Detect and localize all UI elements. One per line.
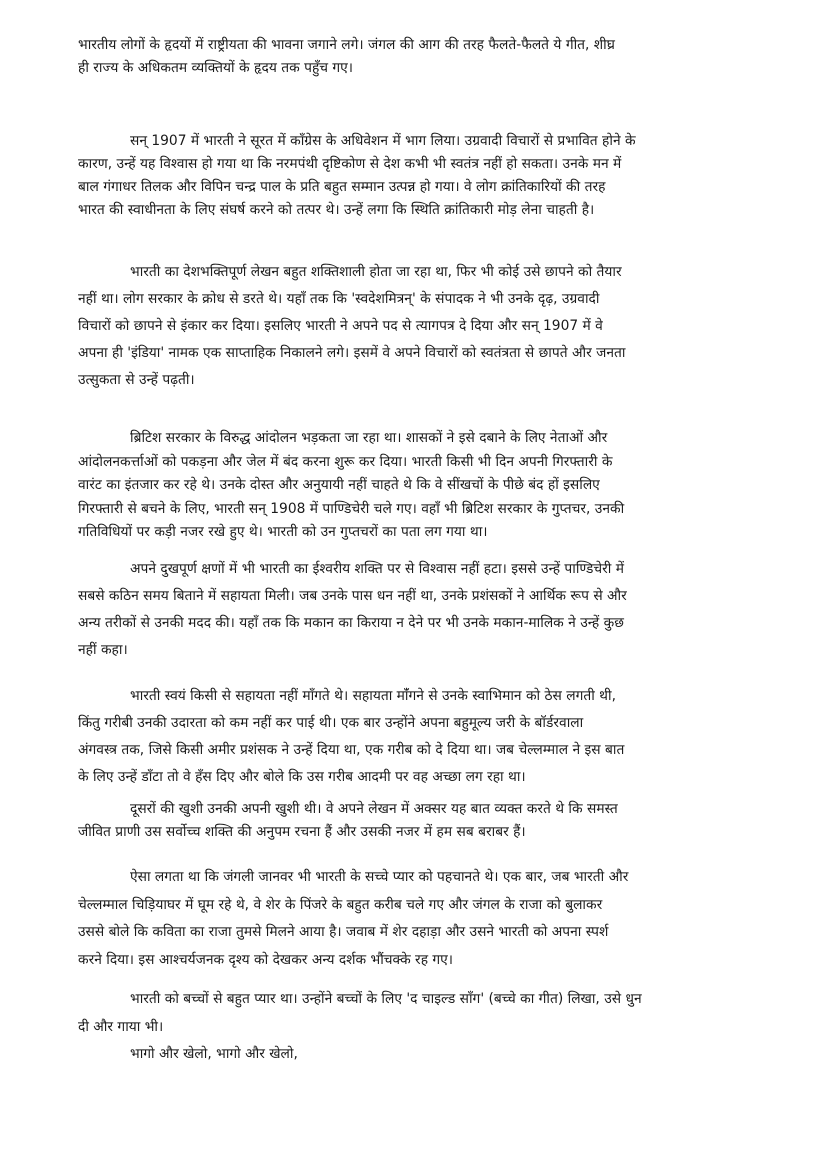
text-line: विचारों को छापने से इंकार कर दिया। इसलिए भारती ने अपने पद से त्यागपत्र दे दिया और सन् 1907 में वे — [78, 318, 603, 334]
text-line: करने दिया। इस आश्चर्यजनक दृश्य को देखकर अन्य दर्शक भौंचक्के रह गए। — [78, 951, 454, 968]
text-line: आंदोलनकर्त्ताओं को पकड़ना और जेल में बंद करना शुरू कर दिया। भारती किसी भी दिन अपनी गिरफ्तारी के — [78, 453, 613, 470]
paragraph-2 — [78, 130, 750, 222]
text-line: उत्सुकता से उन्हें पढ़ती। — [78, 372, 195, 388]
text-line: भारती स्वयं किसी से सहायता नहीं माँगते थे। सहायता माँंगने से उनके स्वाभिमान को ठेस लगती थी, — [130, 688, 616, 704]
text-line: भारती का देशभक्तिपूर्ण लेखन बहुत शक्तिशाली होता जा रहा था, फिर भी कोई उसे छापने को तैयार — [130, 264, 622, 280]
text-line: सन् 1907 में भारती ने सूरत में काँग्रेस के अधिवेशन में भाग लिया। उग्रवादी विचारों से प्रभावित होने के — [130, 133, 636, 149]
text-line: अन्य तरीकों से उनकी मदद की। यहाँ तक कि मकान का किराया न देने पर भी उनके मकान-मालिक ने उन्हें कुछ — [78, 615, 624, 631]
text-line: कारण, उन्हें यह विश्वास हो गया था कि नरमपंथी दृष्टिकोण से देश कभी भी स्वतंत्र नहीं हो सकता। उनके मन में — [78, 156, 622, 172]
text-line: ही राज्य के अधिकतम व्यक्तियों के हृदय तक पहुँच गए। — [78, 60, 354, 76]
paragraph-9 — [78, 986, 750, 1041]
text-line: बाल गंगाधर तिलक और विपिन चन्द्र पाल के प्रति बहुत सम्मान उत्पन्न हो गया। वे लोग क्रांतिकारियों की तरह — [78, 179, 606, 195]
text-line: किंतु गरीबी उनकी उदारता को कम नहीं कर पाई थी। एक बार उन्होंने अपना बहुमूल्य जरी के बॉर्डरवाला — [78, 715, 584, 731]
text-line: भारतीय लोगों के हृदयों में राष्ट्रीयता की भावना जगाने लगे। जंगल की आग की तरह फैलते-फैलते ये गीत, शीघ्र — [78, 37, 615, 53]
text-line: ब्रिटिश सरकार के विरुद्ध आंदोलन भड़कता जा रहा था। शासकों ने इसे दबाने के लिए नेताओं और — [130, 430, 608, 446]
text-line: ऐसा लगता था कि जंगली जानवर भी भारती के सच्चे प्यार को पहचानते थे। एक बार, जब भारती और — [130, 869, 629, 885]
text-line: वारंट का इंतजार कर रहे थे। उनके दोस्त और अनुयायी नहीं चाहते थे कि वे सींखचों के पीछे बंद हों इसलिए — [78, 477, 600, 493]
paragraph-3 — [78, 259, 750, 394]
paragraph-5 — [78, 556, 750, 664]
text-line: चेल्लम्माल चिड़ियाघर में घूम रहे थे, वे शेर के पिंजरे के बहुत करीब चले गए और जंगल के राजा को बुलाकर — [78, 896, 603, 913]
text-line: भारत की स्वाधीनता के लिए संघर्ष करने को तत्पर थे। उन्हें लगा कि स्थिति क्रांतिकारी मोड़ लेना चाहती है। — [78, 202, 595, 218]
paragraph-8 — [78, 864, 750, 974]
text-line: जीवित प्राणी उस सर्वोच्च शक्ति की अनुपम रचना हैं और उसकी नजर में हम सब बराबर हैं। — [78, 824, 526, 840]
text-line: अपने दुखपूर्ण क्षणों में भी भारती का ईश्वरीय शक्ति पर से विश्वास नहीं हटा। इससे उन्हें पाण्डिचेरी में — [130, 561, 624, 577]
text-line: गिरफ्तारी से बचने के लिए, भारती सन् 1908 में पाण्डिचेरी चले गए। वहाँ भी ब्रिटिश सरकार के गुप्तचर, उनकी — [78, 500, 625, 517]
paragraph-6 — [78, 683, 750, 791]
paragraph-10 — [78, 1041, 750, 1068]
text-line: उससे बोले कि कविता का राजा तुमसे मिलने आया है। जवाब में शेर दहाड़ा और उसने भारती को अपना स्पर्श — [78, 924, 609, 940]
text-line: अपना ही 'इंडिया' नामक एक साप्ताहिक निकालने लगे। इसमें वे अपने विचारों को स्वतंत्रता से छापते और जनता — [78, 345, 626, 361]
paragraph-4 — [78, 427, 750, 545]
text-line: गतिविधियों पर कड़ी नजर रखे हुए थे। भारती को उन गुप्तचरों का पता लग गया था। — [78, 524, 488, 540]
text-line: भागो और खेलो, भागो और खेलो, — [130, 1046, 298, 1062]
text-line: दी और गाया भी। — [78, 1018, 164, 1035]
text-line: अंगवस्त्र तक, जिसे किसी अमीर प्रशंसक ने उन्हें दिया था, एक गरीब को दे दिया था। जब चेल्लम्माल ने इस बात — [78, 742, 625, 758]
paragraph-1 — [78, 34, 750, 80]
text-line: दूसरों की खुशी उनकी अपनी खुशी थी। वे अपने लेखन में अक्सर यह बात व्यक्त करते थे कि समस्त — [130, 801, 618, 817]
text-line: भारती को बच्चों से बहुत प्यार था। उन्होंने बच्चों के लिए 'द चाइल्ड साँग' (बच्चे का गीत) लिखा, उसे धुन — [130, 991, 642, 1007]
text-line: नहीं कहा। — [78, 642, 128, 658]
text-line: सबसे कठिन समय बिताने में सहायता मिली। जब उनके पास धन नहीं था, उनके प्रशंसकों ने आर्थिक रूप से और — [78, 588, 627, 604]
text-line: नहीं था। लोग सरकार के क्रोध से डरते थे। यहाँ तक कि 'स्वदेशमित्रन्' के संपादक ने भी उनके दृढ़, उग्रवादी — [78, 291, 600, 307]
paragraph-7 — [78, 798, 750, 844]
text-line: के लिए उन्हें डाँटा तो वे हँस दिए और बोले कि उस गरीब आदमी पर वह अच्छा लग रहा था। — [78, 769, 526, 785]
